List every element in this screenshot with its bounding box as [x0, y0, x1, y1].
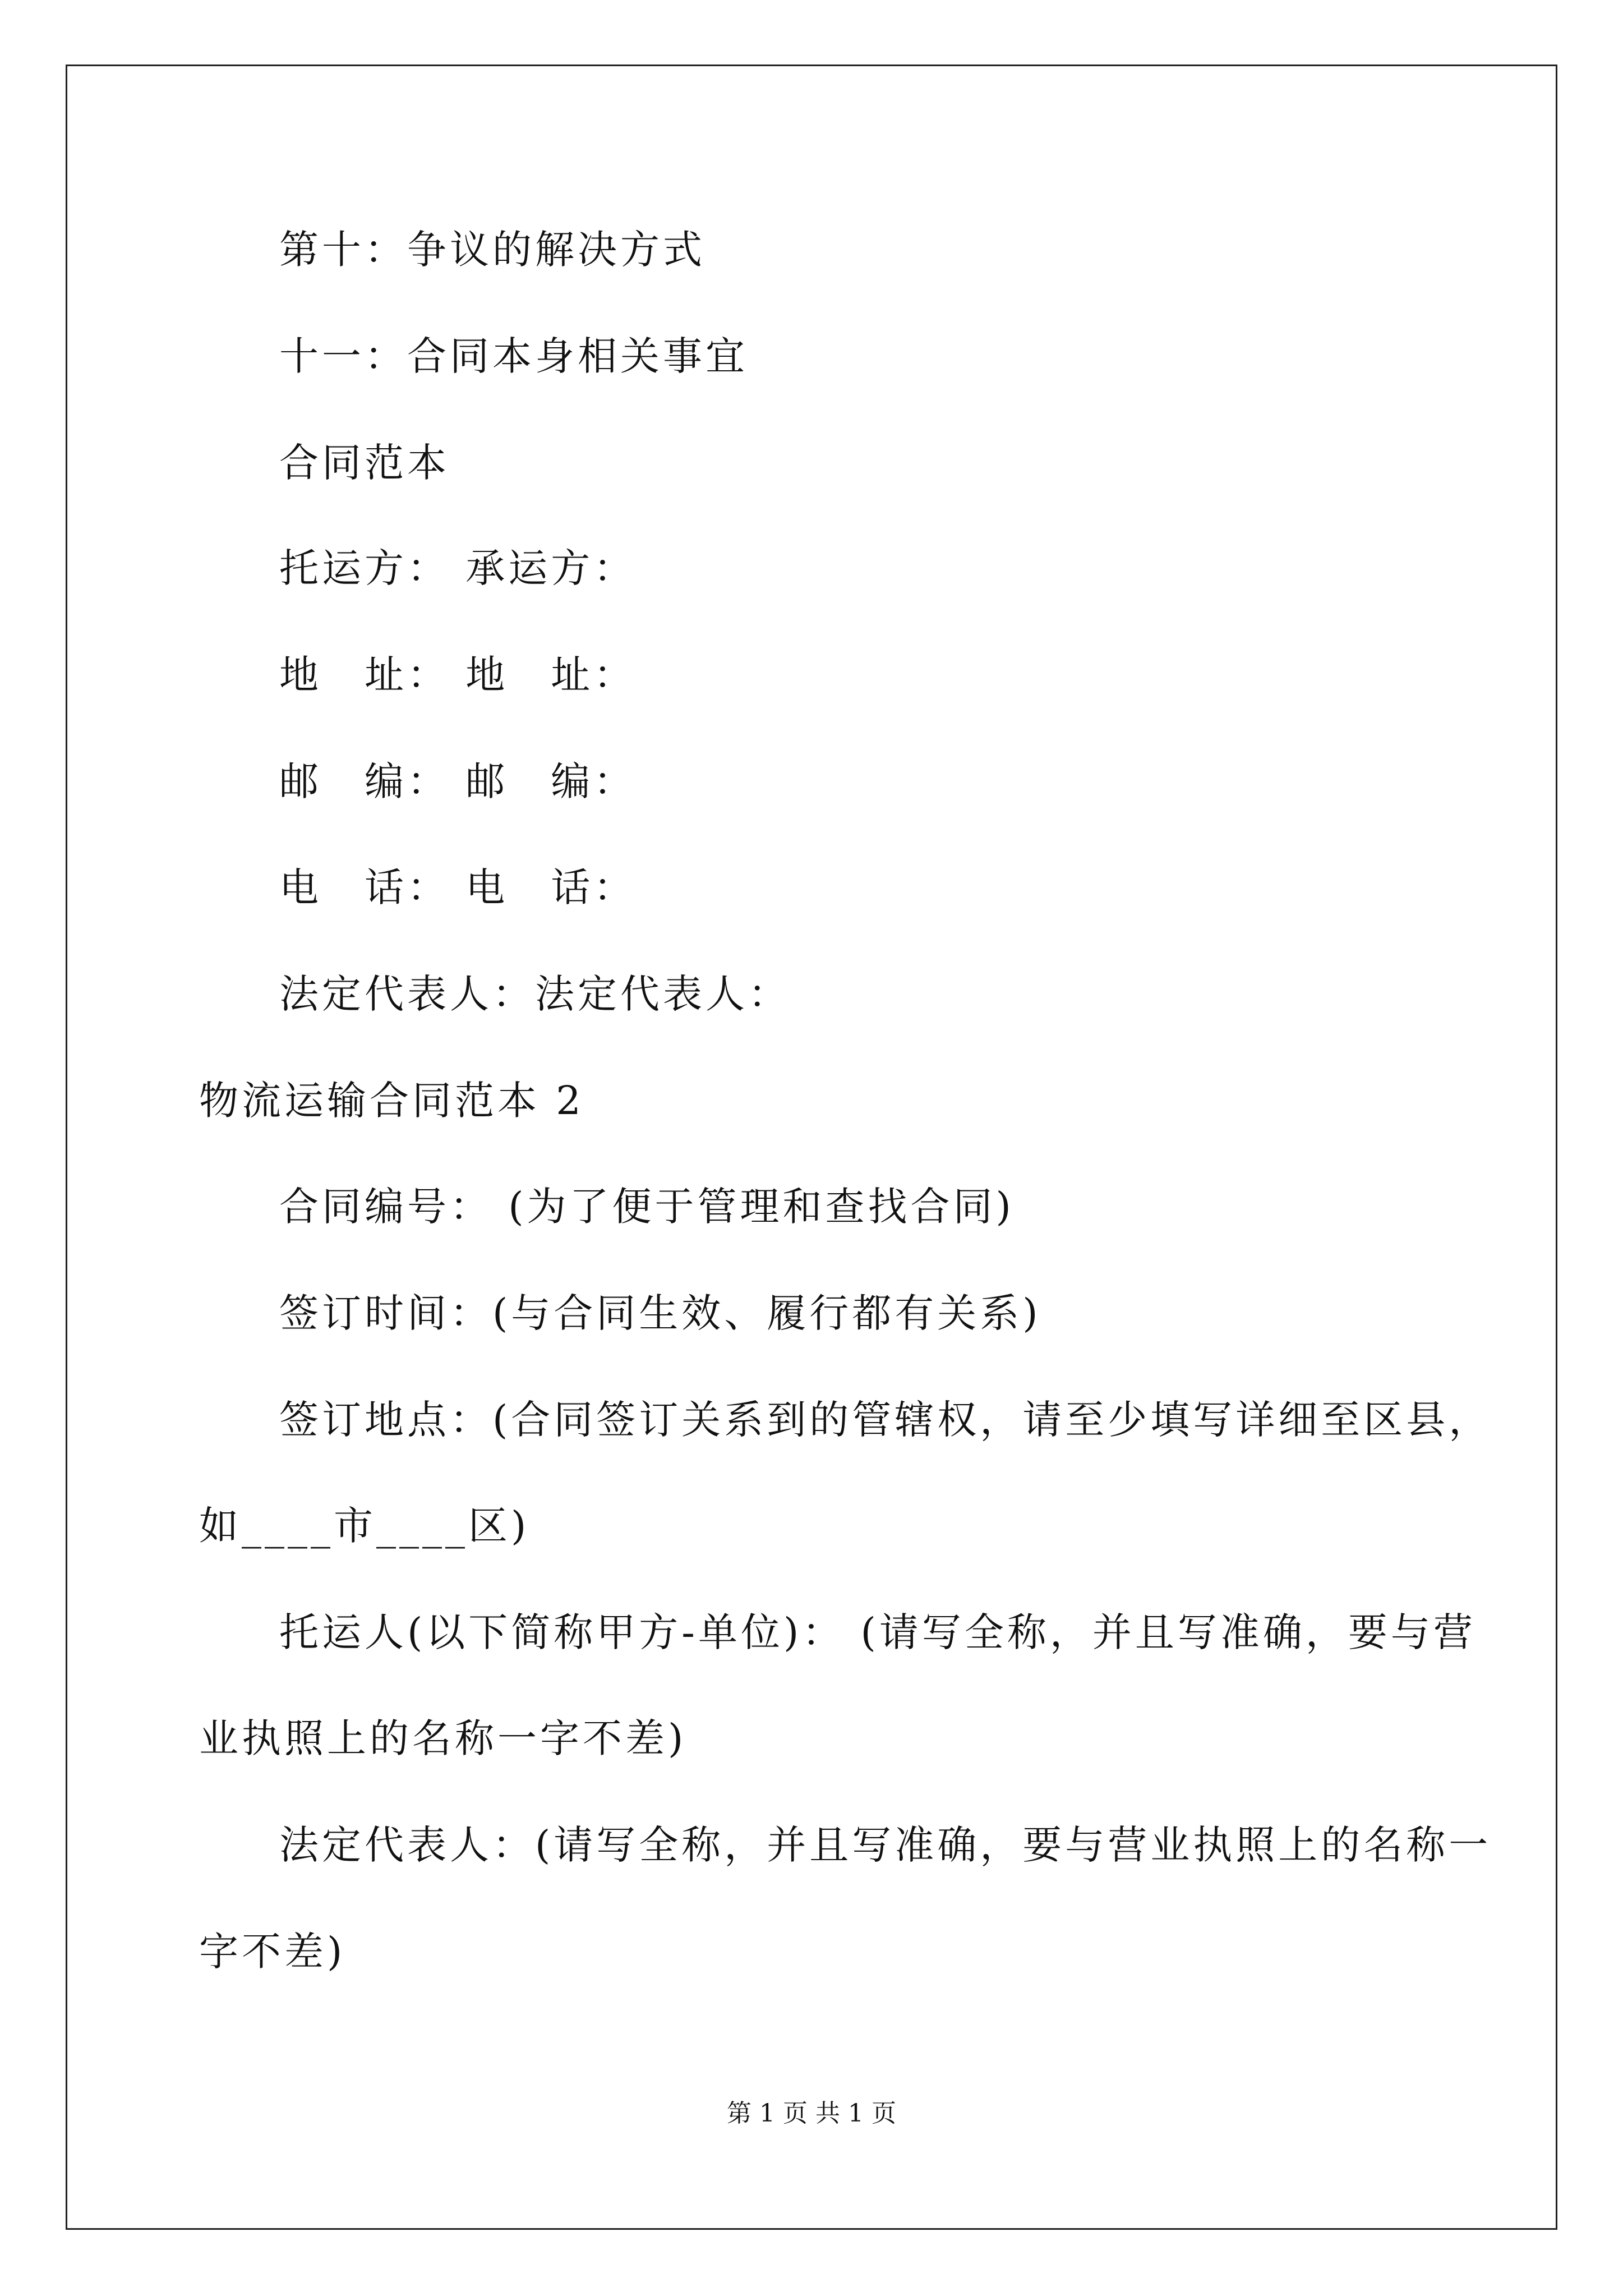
- field-legal-rep-note: 法定代表人：(请写全称，并且写准确，要与营业执照上的名称一: [279, 1822, 1492, 1868]
- field-postcode: 邮 编： 邮 编：: [279, 758, 637, 804]
- clause-dispute-resolution: 第十：争议的解决方式: [279, 227, 706, 273]
- field-shipper-party-a: 托运人(以下简称甲方-单位)： (请写全称，并且写准确，要与营: [279, 1609, 1476, 1655]
- page-footer: 第 1 页 共 1 页: [727, 2099, 896, 2128]
- heading-template-2: 物流运输合同范本 2: [199, 1078, 584, 1124]
- field-signing-place-cont: 如____市____区): [199, 1503, 530, 1549]
- field-legal-rep-note-cont: 字不差): [199, 1929, 346, 1975]
- field-signing-time: 签订时间：(与合同生效、履行都有关系): [279, 1290, 1041, 1336]
- field-legal-representative: 法定代表人：法定代表人：: [279, 971, 791, 1017]
- field-signing-place: 签订地点：(合同签订关系到的管辖权，请至少填写详细至区县，: [279, 1397, 1492, 1443]
- section-contract-template: 合同范本: [279, 440, 450, 486]
- field-shipper-carrier: 托运方： 承运方：: [279, 545, 637, 591]
- field-contract-number: 合同编号： (为了便于管理和查找合同): [279, 1184, 1015, 1230]
- clause-contract-matters: 十一：合同本身相关事宜: [279, 333, 748, 379]
- field-shipper-party-a-cont: 业执照上的名称一字不差): [199, 1715, 687, 1761]
- field-address: 地 址： 地 址：: [279, 652, 637, 698]
- page-border: [66, 65, 1557, 2230]
- field-phone: 电 话： 电 话：: [279, 864, 637, 910]
